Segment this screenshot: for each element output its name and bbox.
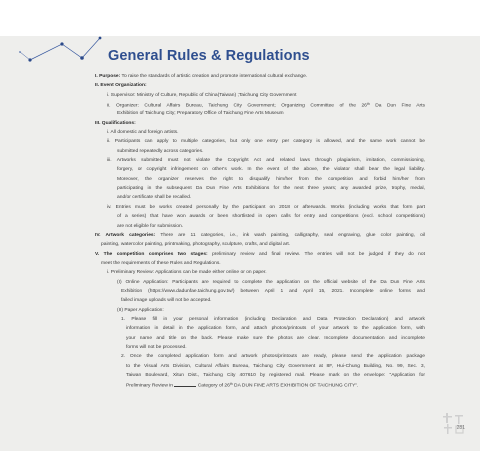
- text-line: [95, 250, 425, 259]
- text-line: [95, 306, 425, 315]
- page-title: General Rules & Regulations: [108, 48, 310, 64]
- body-text: Taiwan Boulevard, Xitun Dist., Taichung City 407610 by registered mail. Please mark on the envelope: "Application for: [126, 373, 425, 378]
- text-line: [95, 334, 425, 343]
- body-text: (I) Online Application: Participants are required to complete the application on the official website of the Da Dun Fine Arts: [117, 279, 425, 285]
- body-text: your name and title on the back. Please make sure the photos are clear. Incomplete documentation and incomplete: [126, 335, 425, 341]
- bold-heading-text: II. Event Organization:: [95, 83, 147, 89]
- body-text: to the Visual Arts Division, Cultural Affairs Bureau, Taichung City Government at 8F, Hui-Chung Building, No. 99, Sec. 3,: [126, 363, 425, 369]
- body-text: and/or certificate shall be recalled.: [117, 195, 192, 201]
- body-text: (II) Paper Application:: [117, 307, 164, 313]
- body-text: Category of 26: [196, 383, 230, 389]
- body-text: Exhibition (https://www.dadunfae.taichung.gov.tw/) between April 1 and April 15, 2021. Incomplete online forms and: [121, 288, 425, 294]
- body-text: information in detail in the application form, and attach photos/printouts of your artwork to the application form, with: [126, 326, 425, 332]
- body-text: failed image uploads will not be accepted.: [121, 298, 212, 304]
- text-line: [95, 371, 425, 380]
- rules-body: [95, 72, 425, 391]
- text-line: [95, 100, 425, 109]
- body-text: 1. Please fill in your personal information (including Declaration and Data Protection Declaration) and artwork: [121, 316, 425, 322]
- body-text: i. All domestic and foreign artists.: [107, 130, 179, 136]
- superscript-text: th: [366, 102, 370, 107]
- text-line: [95, 212, 425, 221]
- text-line: [95, 380, 425, 391]
- constellation-decoration-icon: [0, 0, 110, 70]
- body-text: There are 11 categories, i.e., ink wash painting, calligraphy, seal engraving, glue color painting, oil: [155, 232, 425, 238]
- text-line: [95, 193, 425, 202]
- body-text: Moreover, the organizer reserves the right to disqualify him/her from the competition and forbid him/her from: [117, 176, 425, 182]
- body-text: submitted repeatedly across categories.: [117, 148, 204, 154]
- text-line: [95, 315, 425, 324]
- text-line: [95, 72, 425, 81]
- bold-heading-text: IV. Artwork categories:: [95, 232, 156, 238]
- body-text: iv. Entries must be works created personally by the participant on 2018 or afterwards. Works (including works that form part: [107, 204, 425, 210]
- bold-heading-text: I.: [95, 74, 100, 79]
- text-line: [95, 156, 425, 165]
- body-text: participating in the subsequent Da Dun Fine Arts Exhibitions for the next three years; any awarded prize, trophy, medal,: [117, 186, 425, 192]
- text-line: [95, 128, 425, 137]
- body-text: forgery, or copyright infringement on other's work. In the event of the above, the violator shall bear the legal liability.: [117, 167, 425, 173]
- text-line: [95, 222, 425, 231]
- body-text: of a series) that have won awards or been shortlisted in open calls for entry and competitions (excl. school competitions): [117, 214, 425, 220]
- text-line: [95, 231, 425, 240]
- body-text: are not eligible for submission.: [117, 223, 184, 229]
- text-line: [95, 352, 425, 361]
- body-text: painting, watercolor painting, printmaking, photography, sculpture, crafts, and digital art.: [101, 242, 291, 248]
- text-line: [95, 240, 425, 249]
- fill-in-blank: [174, 386, 196, 387]
- page-number: 281: [456, 425, 465, 431]
- bold-heading-text: Purpose:: [99, 74, 121, 79]
- text-line: [95, 119, 425, 128]
- text-line: [95, 324, 425, 333]
- text-line: [95, 296, 425, 305]
- body-text: DA DUN FINE ARTS EXHIBITION OF TAICHUNG CITY".: [232, 383, 359, 389]
- body-text: iii. Artworks submitted must not violate the Copyright Act and related laws through plagiarism, imitation, commissioning,: [107, 158, 425, 164]
- calligraphy-seal-icon: [440, 410, 470, 440]
- text-line: [95, 203, 425, 212]
- bold-heading-text: III. Qualifications:: [95, 120, 136, 126]
- body-text: To raise the standards of artistic creation and promote international cultural exchange.: [120, 74, 308, 79]
- body-text: Exhibition of Taichung City; Preparatory Office of Taichung Fine Arts Museum: [117, 111, 284, 117]
- body-text: preliminary review and final review. The entries will not be judged if they do not: [207, 251, 425, 257]
- body-text: meet the requirements of these Rules and Regulations.: [101, 260, 221, 266]
- text-line: [95, 109, 425, 118]
- body-text: ii. Organizer: Cultural Affairs Bureau, Taichung City Government; Organizing Committee of the 26: [107, 103, 367, 109]
- text-line: [95, 137, 425, 146]
- body-text: i. Supervisor: Ministry of Culture, Republic of China(Taiwan) ;Taichung City Government: [107, 92, 297, 98]
- text-line: [95, 362, 425, 371]
- text-line: [95, 147, 425, 156]
- body-text: Preliminary Review in: [126, 383, 175, 389]
- text-line: [95, 91, 425, 100]
- text-line: [95, 259, 425, 268]
- body-text: 2. Once the completed application form and artwork photos/printouts are ready, please send the application package: [121, 354, 425, 360]
- body-text: forms will not be processed.: [126, 344, 187, 350]
- text-line: [95, 278, 425, 287]
- text-line: [95, 343, 425, 352]
- text-line: [95, 81, 425, 90]
- text-line: [95, 175, 425, 184]
- text-line: [95, 268, 425, 277]
- superscript-text: th: [229, 382, 233, 387]
- body-text: ii. Participants can apply to multiple categories, but only one entry per category is allowed, and the same work cannot be: [107, 139, 425, 145]
- bold-heading-text: V. The competition comprises two stages:: [95, 251, 208, 257]
- text-line: [95, 184, 425, 193]
- body-text: Da Dun Fine Arts: [369, 103, 425, 109]
- text-line: [95, 287, 425, 296]
- text-line: [95, 165, 425, 174]
- body-text: i. Preliminary Review: Applications can be made either online or on paper.: [107, 270, 267, 276]
